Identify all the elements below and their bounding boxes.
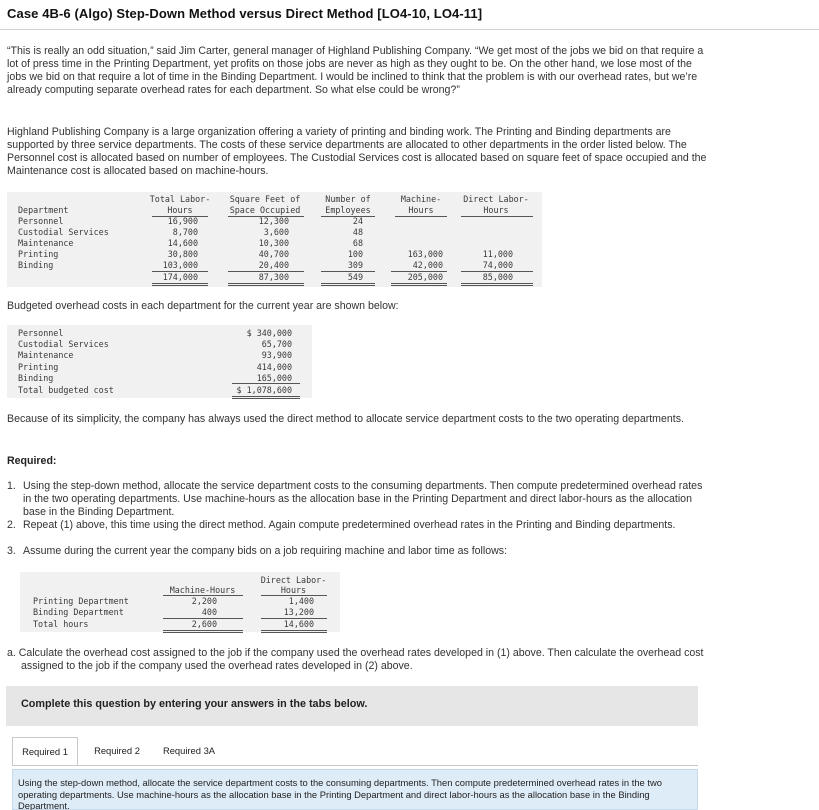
requirement-2-number: 2. — [7, 519, 16, 531]
budget-row-3-label: Printing — [18, 361, 59, 372]
dept-row-4-name: Binding — [18, 260, 54, 270]
budget-row-2-amount: 93,900 — [261, 350, 292, 361]
intro-quote: “This is really an odd situation,” said Jim Carter, general manager of Highland Publishing Company. “We get most of the jobs we bid on that require a lot of press time in the Printing Department, yet profits on those jobs are never as high as they ought to be. On the other hand, we lose most of the jobs we bid on that require a lot of time in the Binding Department. I would be inclined to think that the problem is with our overhead rates, but we’re already computing separate overhead rates for each department. So what else could be wrong?” — [7, 45, 704, 96]
budget-row-0-label: Personnel — [18, 328, 64, 338]
header-labor-2: Hours — [167, 205, 193, 215]
job-row-printing-label: Printing Department — [33, 596, 129, 606]
dept-row-0-sqft: 12,300 — [258, 216, 289, 226]
dept-row-3-dlh: 11,000 — [482, 249, 513, 259]
dept-row-2-emp: 68 — [352, 238, 363, 248]
job-hours-table — [20, 572, 340, 632]
requirement-1 — [7, 480, 707, 519]
total-labor-hours: 174,000 — [162, 272, 198, 282]
dept-row-1-labor: 8,700 — [172, 227, 198, 237]
job-row-binding-mh: 400 — [201, 607, 217, 617]
requirement-1-number: 1. — [7, 480, 16, 492]
budget-total-label: Total budgeted cost — [18, 385, 114, 395]
tabs-divider — [12, 765, 698, 766]
total-sqft: 87,300 — [258, 272, 289, 282]
budget-row-4-label: Binding — [18, 372, 54, 383]
header-dlh-2: Hours — [483, 205, 509, 215]
department-data-table — [7, 192, 542, 287]
budget-table — [7, 325, 312, 398]
header-labor-1: Total Labor- — [149, 194, 211, 204]
dept-row-3-sqft: 40,700 — [258, 249, 289, 259]
instruction-text: Using the step-down method, allocate the service department costs to the consuming departments. Then compute predetermined overhead rates in the two operating departments. Use machine-hours as the allocation base in the Printing Department and direct labor-hours as the allocation base in the Binding Department. — [18, 777, 662, 810]
dept-row-0-labor: 16,900 — [167, 216, 198, 226]
requirement-1-text: Using the step-down method, allocate the service department costs to the consuming departments. Then compute predetermined overhead rates in the two operating departments. Use machine-hours as the allocation base in the Printing Department and direct labor-hours as the allocation base in the Binding Department. — [23, 480, 703, 518]
header-sqft-1: Square Feet of — [229, 194, 301, 204]
dept-row-4-sqft: 20,400 — [258, 260, 289, 270]
job-total-label: Total hours — [33, 619, 89, 629]
job-header-dlh-2: Hours — [280, 585, 307, 595]
dept-row-4-mh: 42,000 — [412, 260, 443, 270]
job-row-binding-dlh: 13,200 — [283, 607, 314, 617]
intro-description: Highland Publishing Company is a large organization offering a variety of printing and binding work. The Printing and Binding departments are supported by three service departments. The costs of these service departments are allocated to other departments in the order listed below. The Personnel cost is allocated based on number of employees. The Custodial Services cost is allocated based on square feet of space occupied and the Maintenance cost is allocated based on machine-hours. — [7, 126, 707, 177]
requirement-3-text: Assume during the current year the company bids on a job requiring machine and labor time as follows: — [23, 545, 508, 557]
direct-method-note: Because of its simplicity, the company has always used the direct method to allocate service department costs to the two operating departments. — [7, 413, 684, 425]
complete-question-banner — [6, 686, 698, 726]
dept-row-0-name: Personnel — [18, 216, 64, 226]
instruction-panel — [12, 769, 698, 810]
part-a — [7, 647, 707, 673]
requirement-2-text: Repeat (1) above, this time using the direct method. Again compute predetermined overhead rates in the Printing and Binding departments. — [23, 519, 676, 531]
requirement-2 — [7, 519, 707, 532]
job-total-dlh: 14,600 — [283, 619, 314, 629]
job-row-printing-dlh: 1,400 — [288, 596, 314, 606]
header-employees-2: Employees — [325, 205, 371, 215]
dept-row-3-name: Printing — [18, 249, 59, 259]
budget-row-1-amount: 65,700 — [261, 339, 292, 350]
dept-row-4-emp: 309 — [347, 260, 363, 270]
dept-row-2-labor: 14,600 — [167, 238, 198, 248]
job-header-machine-hours: Machine-Hours — [169, 585, 236, 595]
budget-row-4-amount: 165,000 — [256, 372, 292, 383]
job-header-dlh-1: Direct Labor- — [260, 575, 327, 585]
title-divider — [0, 29, 819, 30]
dept-row-1-emp: 48 — [352, 227, 363, 237]
page-title: Case 4B-6 (Algo) Step-Down Method versus Direct Method [LO4-10, LO4-11] — [7, 6, 483, 21]
part-a-text: a. Calculate the overhead cost assigned to the job if the company used the overhead rates developed in (1) above. Then calculate the overhead cost assigned to the job if the company used the overhead rates developed in (2) above. — [7, 647, 704, 672]
budget-row-1-label: Custodial Services — [18, 339, 109, 350]
dept-row-2-sqft: 10,300 — [258, 238, 289, 248]
dept-row-1-name: Custodial Services — [18, 227, 109, 237]
dept-row-4-labor: 103,000 — [162, 260, 198, 270]
total-employees: 549 — [347, 272, 363, 282]
header-dlh-1: Direct Labor- — [463, 194, 529, 204]
job-total-mh: 2,600 — [191, 619, 217, 629]
tab-required-1[interactable]: Required 1 — [12, 737, 78, 765]
required-heading: Required: — [7, 455, 57, 467]
dept-row-3-labor: 30,800 — [167, 249, 198, 259]
job-row-printing-mh: 2,200 — [191, 596, 217, 606]
tab-required-2[interactable]: Required 2 — [94, 745, 140, 756]
dept-row-1-sqft: 3,600 — [263, 227, 289, 237]
budget-row-3-amount: 414,000 — [256, 361, 292, 372]
header-sqft-2: Space Occupied — [229, 205, 301, 215]
tab-required-3a[interactable]: Required 3A — [162, 745, 216, 756]
total-machine-hours: 205,000 — [407, 272, 443, 282]
budget-row-2-label: Maintenance — [18, 350, 74, 361]
header-machine-hours-1: Machine- — [400, 194, 442, 204]
header-machine-hours-2: Hours — [408, 205, 434, 215]
header-department: Department — [18, 205, 69, 215]
dept-row-4-dlh: 74,000 — [482, 260, 513, 270]
requirement-3-number: 3. — [7, 545, 16, 557]
dept-row-2-name: Maintenance — [18, 238, 74, 248]
dept-row-3-emp: 100 — [347, 249, 363, 259]
complete-question-text: Complete this question by entering your answers in the tabs below. — [21, 698, 368, 710]
dept-row-0-emp: 24 — [352, 216, 363, 226]
budget-row-0-amount: $ 340,000 — [246, 328, 292, 338]
requirement-3 — [7, 545, 707, 558]
budget-total-amount: $ 1,078,600 — [236, 385, 292, 395]
total-dlh: 85,000 — [482, 272, 513, 282]
dept-row-3-mh: 163,000 — [407, 249, 443, 259]
budget-intro: Budgeted overhead costs in each department for the current year are shown below: — [7, 300, 399, 312]
header-employees-1: Number of — [325, 194, 371, 204]
job-row-binding-label: Binding Department — [33, 607, 124, 617]
